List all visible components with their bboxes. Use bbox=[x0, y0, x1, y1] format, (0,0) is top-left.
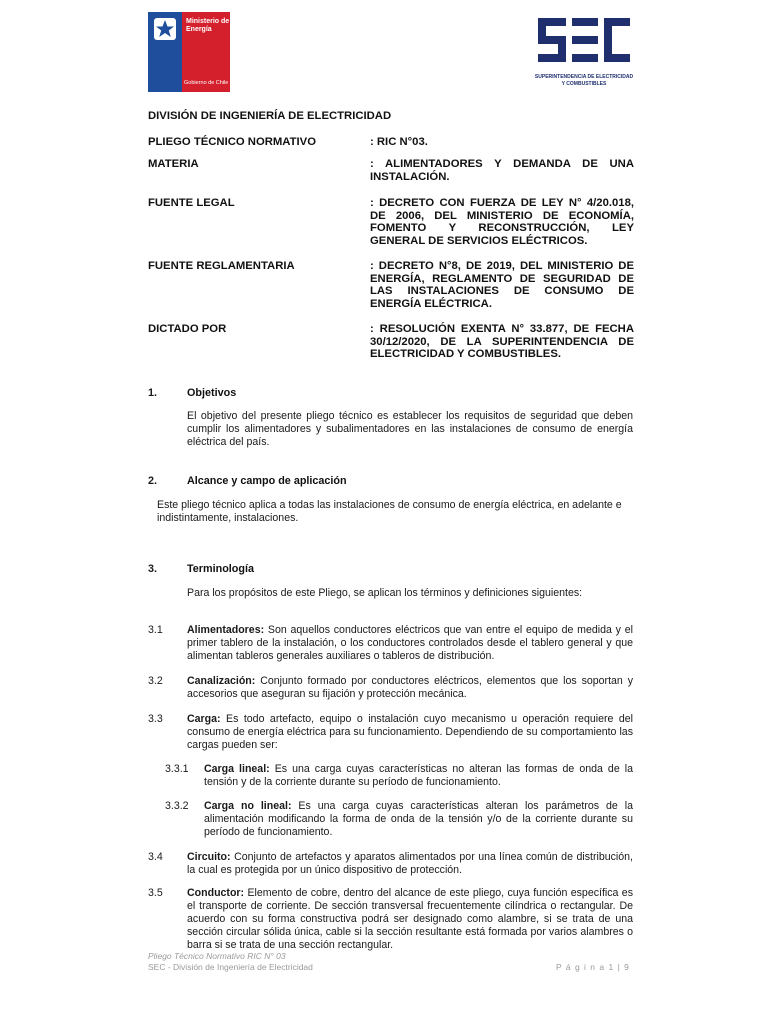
field-label-fuente-legal: FUENTE LEGAL bbox=[148, 197, 235, 209]
term-3-3-2-text: Es una carga cuyas características alteran los parámetros de la alimentación modificando la forma de onda de la tensión y/o de la corriente durante su período de funcionamiento. bbox=[204, 800, 634, 838]
sec-subtitle-1: SUPERINTENDENCIA DE ELECTRICIDAD bbox=[534, 74, 634, 80]
section-1-number: 1. bbox=[148, 387, 158, 399]
term-3-5-number: 3.5 bbox=[148, 887, 163, 899]
term-3-5-name: Conductor: bbox=[187, 887, 245, 899]
term-3-3-2 bbox=[204, 800, 633, 839]
term-3-2-text: Conjunto formado por conductores eléctricos, elementos que los soportan y accesorios que aseguran su fijación y protección mecánica. bbox=[187, 675, 633, 700]
term-3-4-number: 3.4 bbox=[148, 851, 163, 863]
term-3-5-text: Elemento de cobre, dentro del alcance de este pliego, cuya función específica es el transporte de corriente. De sección transversal frecuentemente cilíndrica o rectangular. De acuerdo con su forma constructiva podrá ser designado como alambre, si se trata de una sección circular sólida única, cable si la sección resultante está formada por varios alambres o barra si se trata de una sección rectangular. bbox=[187, 887, 633, 951]
term-3-3-2-name: Carga no lineal: bbox=[204, 800, 292, 812]
ministry-line2: Energía bbox=[186, 26, 212, 33]
division-title: DIVISIÓN DE INGENIERÍA DE ELECTRICIDAD bbox=[148, 110, 392, 122]
term-3-5 bbox=[187, 887, 633, 952]
field-value-fuente-reglamentaria: : DECRETO N°8, DE 2019, DEL MINISTERIO DE ENERGÍA, REGLAMENTO DE SEGURIDAD DE LAS INSTALACIONES DE CONSUMO DE ENERGÍA ELÉCTRICA. bbox=[370, 260, 634, 310]
term-3-4-text: Conjunto de artefactos y aparatos alimentados por una línea común de distribución, la cual es protegida por un único dispositivo de protección. bbox=[187, 851, 633, 876]
section-1-text: El objetivo del presente pliego técnico es establecer los requisitos de seguridad que deben cumplir los alimentadores y subalimentadores en las instalaciones de consumo de energía eléctrica del país. bbox=[187, 410, 633, 448]
term-3-2-number: 3.2 bbox=[148, 675, 163, 687]
term-3-4-name: Circuito: bbox=[187, 851, 231, 863]
field-value-fuente-legal: : DECRETO CON FUERZA DE LEY N° 4/20.018, DE 2006, DEL MINISTERIO DE ECONOMÍA, FOMENTO Y RECONSTRUCCIÓN, LEY GENERAL DE SERVICIOS ELÉCTRICOS. bbox=[370, 197, 634, 247]
section-2-text: Este pliego técnico aplica a todas las instalaciones de consumo de energía eléctrica, en adelante e indistintamente, instalaciones. bbox=[157, 499, 622, 524]
section-3-number: 3. bbox=[148, 563, 158, 575]
term-3-2 bbox=[187, 675, 633, 701]
footer-document-name: Pliego Técnico Normativo RIC N° 03 bbox=[148, 951, 286, 961]
gobierno-label: Gobierno de Chile bbox=[184, 80, 229, 86]
term-3-3 bbox=[187, 713, 633, 752]
star-icon bbox=[154, 18, 176, 40]
sec-logo bbox=[534, 14, 634, 92]
term-3-3-name: Carga: bbox=[187, 713, 221, 725]
section-1-title: Objetivos bbox=[187, 387, 237, 399]
term-3-1-number: 3.1 bbox=[148, 624, 163, 636]
ministerio-energia-logo bbox=[148, 12, 230, 92]
term-3-4 bbox=[187, 851, 633, 877]
term-3-3-1-number: 3.3.1 bbox=[165, 763, 189, 775]
footer-page-number: P á g i n a 1 | 9 bbox=[556, 962, 630, 972]
term-3-1-text: Son aquellos conductores eléctricos que van entre el equipo de medida y el primer tablero de la instalación, o los conductores controlados desde el tablero general y que alimentan tableros generales auxiliares o tableros de distribución. bbox=[187, 624, 633, 662]
field-value-dictado-por: : RESOLUCIÓN EXENTA N° 33.877, DE FECHA 30/12/2020, DE LA SUPERINTENDENCIA DE ELECTRICIDAD Y COMBUSTIBLES. bbox=[370, 323, 634, 360]
field-value-materia: : ALIMENTADORES Y DEMANDA DE UNA INSTALACIÓN. bbox=[370, 158, 634, 183]
term-3-1-name: Alimentadores: bbox=[187, 624, 265, 636]
sec-logo-mark bbox=[534, 14, 634, 72]
ministry-line1: Ministerio de bbox=[186, 18, 230, 25]
section-2-number: 2. bbox=[148, 475, 158, 487]
term-3-3-number: 3.3 bbox=[148, 713, 163, 725]
field-label-materia: MATERIA bbox=[148, 158, 199, 170]
sec-subtitle-2: Y COMBUSTIBLES bbox=[561, 81, 607, 87]
term-3-1 bbox=[187, 624, 633, 663]
field-value-pliego: : RIC N°03. bbox=[370, 136, 428, 148]
section-3-text: Para los propósitos de este Pliego, se aplican los términos y definiciones siguientes: bbox=[187, 587, 583, 599]
term-3-3-1-text: Es una carga cuyas características no alteran las formas de onda de la tensión y de la corriente durante su período de funcionamiento. bbox=[204, 763, 633, 788]
footer-division: SEC - División de Ingeniería de Electricidad bbox=[148, 962, 313, 972]
term-3-3-text: Es todo artefacto, equipo o instalación cuyo mecanismo u operación requiere del consumo de energía eléctrica para su funcionamiento. Dependiendo de su comportamiento las cargas pueden ser: bbox=[187, 713, 633, 751]
term-3-3-2-number: 3.3.2 bbox=[165, 800, 189, 812]
section-3-title: Terminología bbox=[187, 563, 254, 575]
section-2-title: Alcance y campo de aplicación bbox=[187, 475, 347, 487]
term-3-3-1-name: Carga lineal: bbox=[204, 763, 270, 775]
term-3-3-1 bbox=[204, 763, 633, 789]
field-label-pliego: PLIEGO TÉCNICO NORMATIVO bbox=[148, 136, 316, 148]
field-label-dictado-por: DICTADO POR bbox=[148, 323, 227, 335]
field-label-fuente-reglamentaria: FUENTE REGLAMENTARIA bbox=[148, 260, 295, 272]
term-3-2-name: Canalización: bbox=[187, 675, 256, 687]
